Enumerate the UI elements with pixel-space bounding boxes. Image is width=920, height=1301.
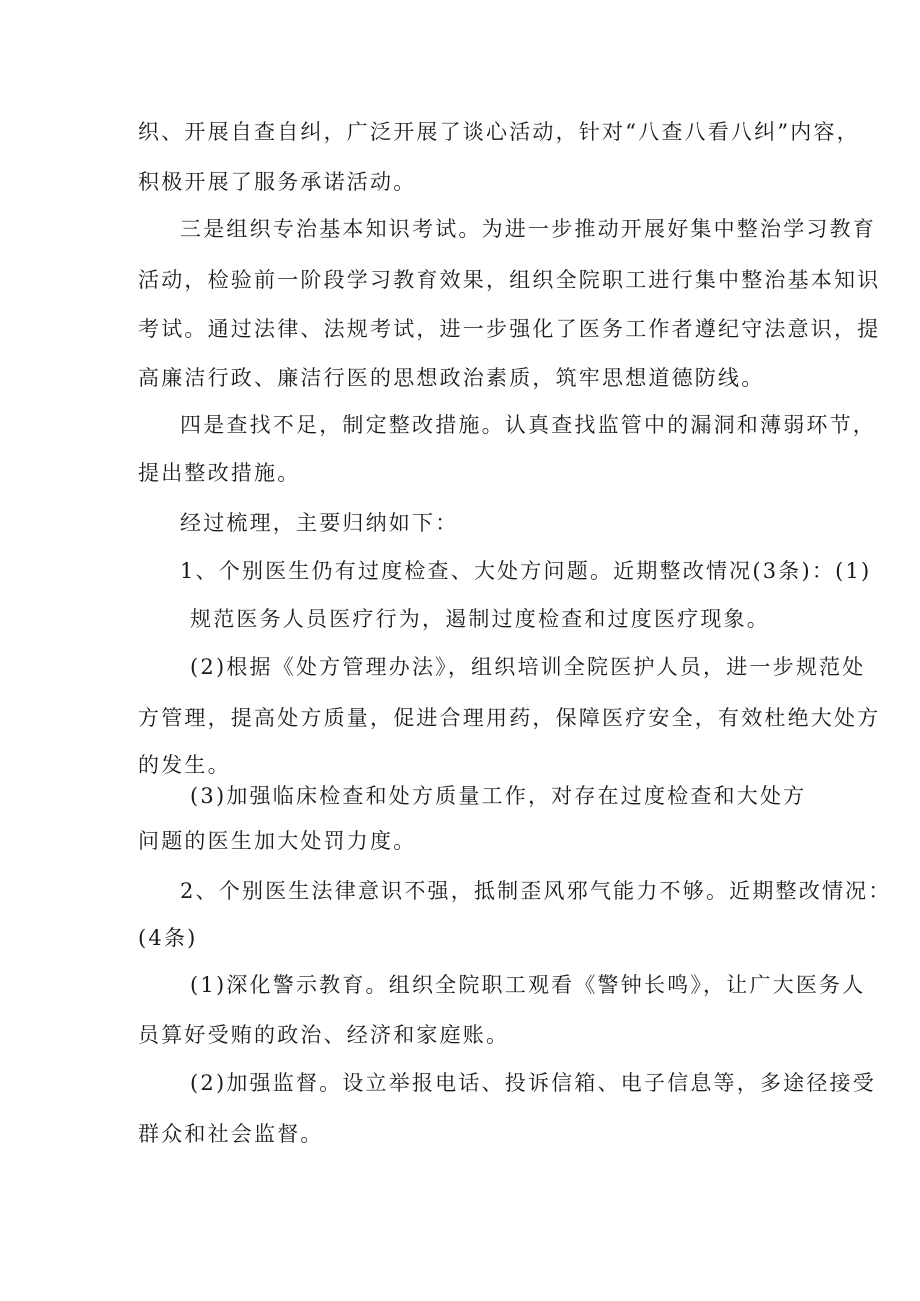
text-line: (3)加强临床检查和处方质量工作，对存在过度检查和大处方 bbox=[190, 784, 807, 808]
text-line: 规范医务人员医疗行为，遏制过度检查和过度医疗现象。 bbox=[190, 607, 770, 631]
text-line: 2、个别医生法律意识不强，抵制歪风邪气能力不够。近期整改情况： bbox=[180, 879, 892, 903]
text-line: 织、开展自查自纠，广泛开展了谈心活动，针对“八查八看八纠”内容， bbox=[138, 120, 860, 144]
text-line: 1、个别医生仍有过度检查、大处方问题。近期整改情况(3条)：(1) bbox=[180, 559, 872, 583]
text-line: 四是查找不足，制定整改措施。认真查找监管中的漏洞和薄弱环节， bbox=[180, 413, 876, 437]
text-line: 问题的医生加大处罚力度。 bbox=[138, 829, 417, 853]
text-line: 经过梳理，主要归纳如下： bbox=[180, 511, 459, 535]
text-line: 的发生。 bbox=[138, 753, 231, 777]
text-line: 考试。通过法律、法规考试，进一步强化了医务工作者遵纪守法意识，提 bbox=[138, 317, 881, 341]
text-line: 积极开展了服务承诺活动。 bbox=[138, 170, 417, 194]
text-line: 群众和社会监督。 bbox=[138, 1122, 324, 1146]
text-line: 活动，检验前一阶段学习教育效果，组织全院职工进行集中整治基本知识 bbox=[138, 268, 881, 292]
text-line: 三是组织专治基本知识考试。为进一步推动开展好集中整治学习教育 bbox=[180, 217, 876, 241]
text-line: (2)加强监督。设立举报电话、投诉信箱、电子信息等，多途径接受 bbox=[190, 1071, 876, 1095]
text-line: 方管理，提高处方质量，促进合理用药，保障医疗安全，有效杜绝大处方 bbox=[138, 706, 881, 730]
text-line: 员算好受贿的政治、经济和家庭账。 bbox=[138, 1023, 510, 1047]
text-line: (1)深化警示教育。组织全院职工观看《警钟长鸣》，让广大医务人 bbox=[190, 973, 866, 997]
text-line: (4条) bbox=[138, 926, 198, 950]
text-line: 提出整改措施。 bbox=[138, 461, 301, 485]
text-line: (2)根据《处方管理办法》，组织培训全院医护人员，进一步规范处 bbox=[190, 655, 866, 679]
text-line: 高廉洁行政、廉洁行医的思想政治素质，筑牢思想道德防线。 bbox=[138, 366, 765, 390]
